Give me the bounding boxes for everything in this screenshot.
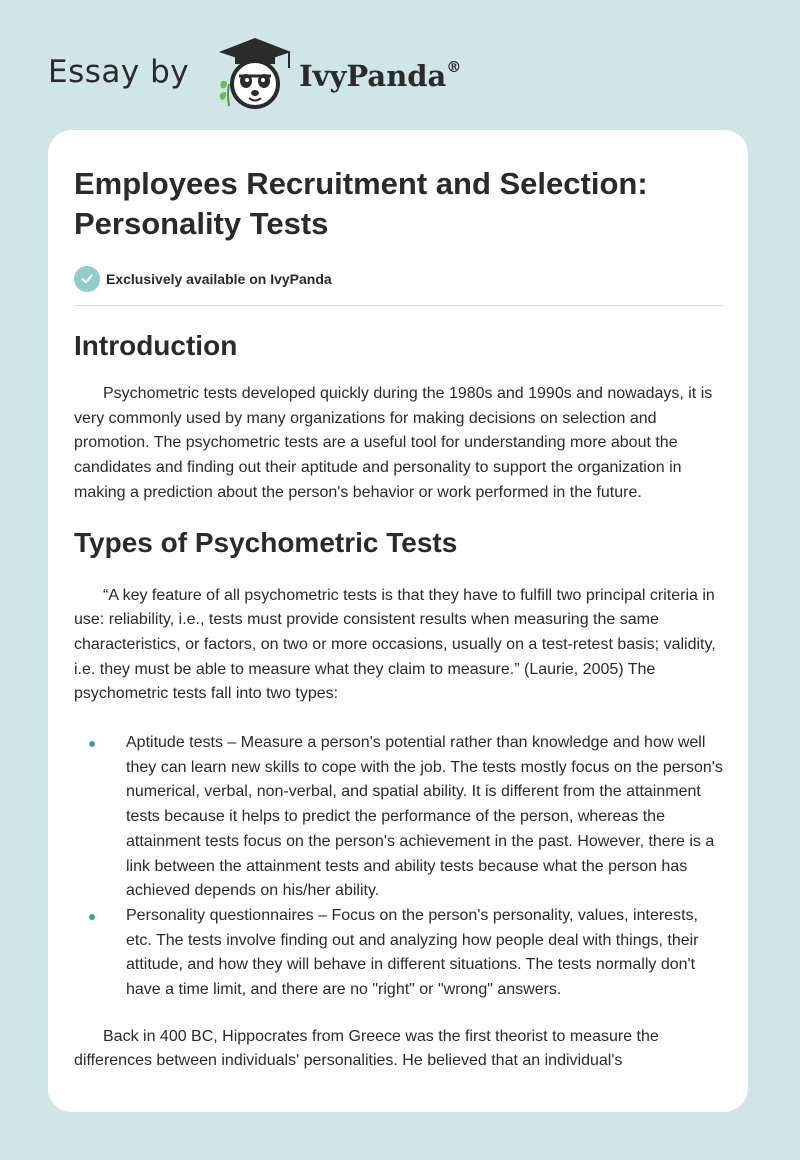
intro-paragraph: Psychometric tests developed quickly during the 1980s and 1990s and nowadays, it is very commonly used by many organizations for making decisions on selection and promotion. The psychometric tests are a useful tool for understanding more about the candidates and finding out their aptitude and personality to support the organization in making a prediction about the person's behavior or work performed in the future. (74, 385, 713, 501)
section-heading-types: Types of Psychometric Tests (74, 526, 458, 558)
list-item-text: Aptitude tests – Measure a person's potential rather than knowledge and how well they can learn new skills to cope with the job. The tests mostly focus on the person's numerical, verbal, non-verbal, and spatial ability. It is different from the attainment tests because it helps to predict the performance of the person, whereas the attainment tests focus on the person's achievement in the past. However, there is a link between the attainment tests and ability tests because what the person has achieved depends on his/her ability. (126, 734, 723, 900)
badge-label: Exclusively available on IvyPanda (106, 271, 332, 287)
closing-paragraph: Back in 400 BC, Hippocrates from Greece was the first theorist to measure the differences between individuals' personalities. He believed that an individual's (74, 1027, 659, 1070)
check-icon (74, 266, 100, 292)
brand-name[interactable]: IvyPanda® (299, 57, 462, 93)
section-heading-introduction: Introduction (74, 330, 238, 361)
bullet-icon (89, 914, 95, 920)
essay-card (48, 130, 748, 1112)
exclusive-badge (74, 266, 722, 292)
divider (74, 305, 723, 306)
types-paragraph: “A key feature of all psychometric tests is that they have to fulfill two principal criteria in use: reliability, i.e., tests must provide consistent results when measuring the same characteristics, or factors, on two or more occasions, usually on a test-retest basis; validity, i.e. they must be able to measure what they claim to measure.” (Laurie, 2005) The psychometric tests fall into two types: (74, 586, 716, 703)
essay-by-label: Essay by (48, 54, 190, 90)
list-item (74, 731, 726, 904)
list-item (74, 904, 726, 1003)
bullet-icon (89, 741, 95, 747)
page-title: Employees Recruitment and Selection: Personality Tests (74, 166, 648, 241)
registered-mark: ® (446, 57, 462, 76)
list-item-text: Personality questionnaires – Focus on the person's personality, values, interests, etc. The tests involve finding out and analyzing how people deal with things, their attitude, and how they will behave in different situations. The tests normally don't have a time limit, and there are no "right" or "wrong" answers. (126, 906, 699, 999)
site-header (48, 32, 461, 112)
test-types-list (74, 731, 726, 1003)
panda-logo-icon[interactable] (205, 32, 297, 112)
